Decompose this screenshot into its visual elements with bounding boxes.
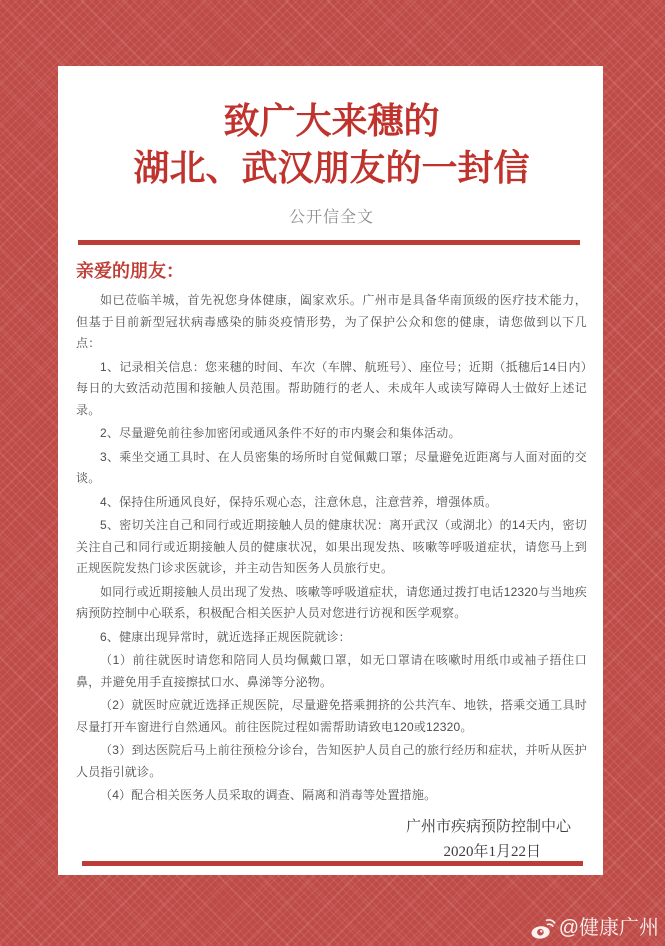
letter-paragraph: 如同行或近期接触人员出现了发热、咳嗽等呼吸道症状，请您通过拨打电话12320与当地疾病预防控制中心联系，积极配合相关医护人员对您进行访视和医学观察。 <box>76 584 587 620</box>
letter-title <box>76 98 587 192</box>
letter-body <box>76 290 587 807</box>
weibo-icon <box>530 918 556 940</box>
letter-paragraph: 1、记录相关信息：您来穗的时间、车次（车牌、航班号）、座位号；近期（抵穗后14日内）每日的大致活动范围和接触人员范围。帮助随行的老人、未成年人或读写障碍人士做好上述记录。 <box>76 359 587 417</box>
letter-paragraph: 4、保持住所通风良好，保持乐观心态，注意休息，注意营养，增强体质。 <box>100 494 498 509</box>
letter-paragraph: 2、尽量避免前往参加密闭或通风条件不好的市内聚会和集体活动。 <box>100 426 461 440</box>
salutation: 亲爱的朋友： <box>76 261 184 281</box>
letter-paragraph: 6、健康出现异常时，就近选择正规医院就诊： <box>100 629 351 644</box>
letter-paragraph: （2）就医时应就近选择正规医院，尽量避免搭乘拥挤的公共汽车、地铁，搭乘交通工具时尽量打开车窗进行自然通风。前往医院过程如需帮助请致电120或12320。 <box>76 698 587 734</box>
top-divider <box>78 240 580 245</box>
letter-paragraph: （4）配合相关医务人员采取的调查、隔离和消毒等处置措施。 <box>100 788 437 802</box>
letter-paragraph: （1）前往就医时请您和陪同人员均佩戴口罩，如无口罩请在咳嗽时用纸巾或袖子捂住口鼻，并避免用手直接擦拭口水、鼻涕等分泌物。 <box>76 653 587 689</box>
letter-paragraph: 5、密切关注自己和同行或近期接触人员的健康状况：离开武汉（或湖北）的14天内，密切关注自己和同行或近期接触人员的健康状况，如果出现发热、咳嗽等呼吸道症状，请您马上到正规医院发热门诊求医就诊，并主动告知医务人员旅行史。 <box>76 518 587 575</box>
bottom-divider <box>82 861 583 866</box>
signature-date: 2020年1月22日 <box>443 843 541 860</box>
signature-org: 广州市疾病预防控制中心 <box>405 818 571 835</box>
watermark-handle: @健康广州 <box>558 917 659 939</box>
letter-paragraph: 3、乘坐交通工具时、在人员密集的场所时自觉佩戴口罩；尽量避免近距离与人面对面的交谈。 <box>76 449 587 485</box>
watermark <box>530 915 659 941</box>
letter-paragraph: （3）到达医院后马上前往预检分诊台，告知医护人员自己的旅行经历和症状，并听从医护人员指引就诊。 <box>76 743 587 779</box>
letter-subtitle: 公开信全文 <box>288 209 374 226</box>
letter-title-line1: 致广大来穗的 <box>223 101 440 141</box>
letter-title-line2: 湖北、武汉朋友的一封信 <box>133 148 530 188</box>
signature-block <box>76 815 587 865</box>
letter-card <box>58 66 603 875</box>
letter-paragraph: 如已莅临羊城，首先祝您身体健康，阖家欢乐。广州市是具备华南顶级的医疗技术能力，但基于目前新型冠状病毒感染的肺炎疫情形势，为了保护公众和您的健康，请您做到以下几点： <box>76 293 587 350</box>
